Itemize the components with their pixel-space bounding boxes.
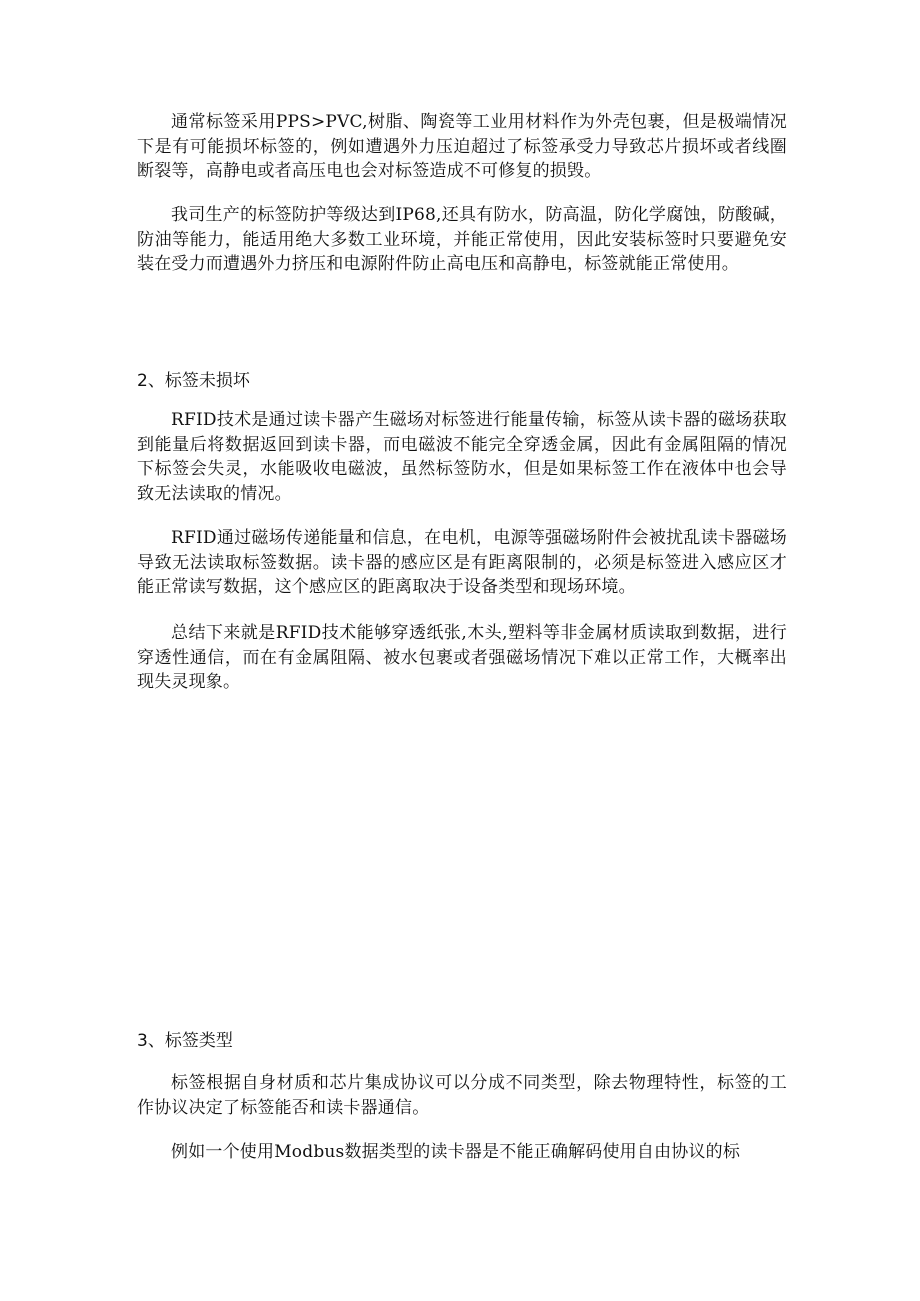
paragraph-protection-level: 我司生产的标签防护等级达到IP68,还具有防水，防高温，防化学腐蚀，防酸碱，防油等能力，能适用绝大多数工业环境，并能正常使用，因此安装标签时只要避免安装在受力而遭遇外力挤压和电源附件防止高电压和高静电，标签就能正常使用。 (137, 205, 787, 275)
paragraph-magnetic-interference: RFID通过磁场传递能量和信息，在电机，电源等强磁场附件会被扰乱读卡器磁场导致无法读取标签数据。读卡器的感应区是有距离限制的，必须是标签进入感应区才能正常读写数据，这个感应区的距离取决于设备类型和现场环境。 (137, 528, 787, 598)
paragraph-rfid-principle: RFID技术是通过读卡器产生磁场对标签进行能量传输，标签从读卡器的磁场获取到能量后将数据返回到读卡器，而电磁波不能完全穿透金属，因此有金属阻隔的情况下标签会失灵，水能吸收电磁波，虽然标签防水，但是如果标签工作在液体中也会导致无法读取的情况。 (137, 410, 787, 504)
paragraph-tag-materials: 通常标签采用PPS>PVC,树脂、陶瓷等工业用材料作为外壳包裹，但是极端情况下是有可能损坏标签的，例如遭遇外力压迫超过了标签承受力导致芯片损坏或者线圈断裂等，高静电或者高压电也会对标签造成不可修复的损毁。 (137, 112, 787, 182)
paragraph-modbus-example: 例如一个使用Modbus数据类型的读卡器是不能正确解码使用自由协议的标 (171, 1142, 741, 1162)
section-heading-tag-not-damaged: 2、标签未损坏 (137, 371, 250, 391)
paragraph-summary: 总结下来就是RFID技术能够穿透纸张,木头,塑料等非金属材质读取到数据，进行穿透性通信，而在有金属阻隔、被水包裹或者强磁场情况下难以正常工作，大概率出现失灵现象。 (137, 623, 787, 693)
section-heading-tag-types: 3、标签类型 (137, 1031, 233, 1051)
paragraph-tag-classification: 标签根据自身材质和芯片集成协议可以分成不同类型，除去物理特性，标签的工作协议决定了标签能否和读卡器通信。 (137, 1073, 787, 1118)
